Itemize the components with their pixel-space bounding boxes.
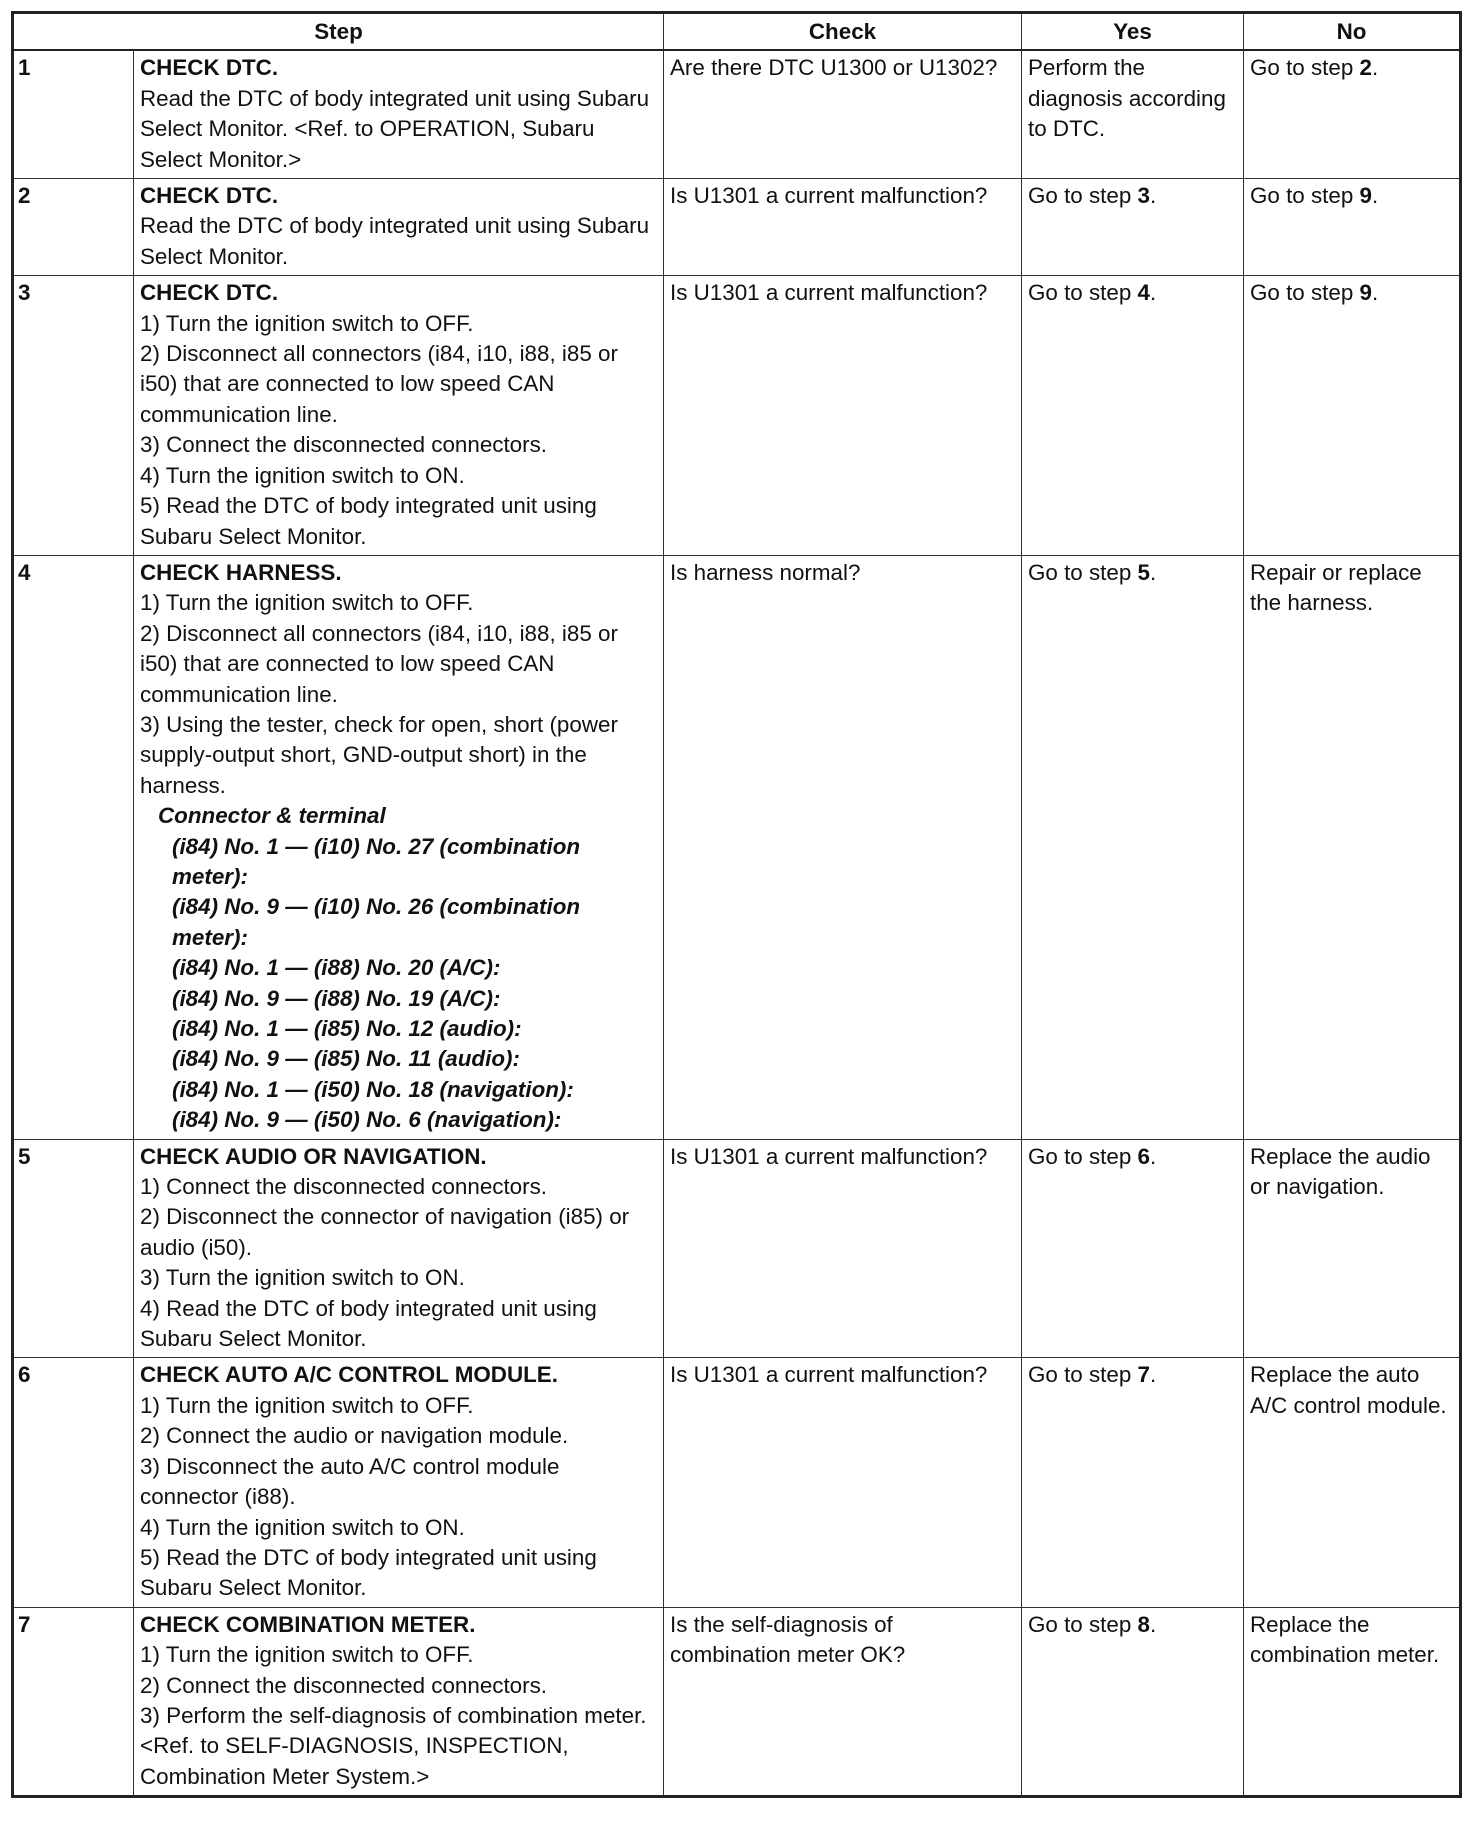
no-suffix: . — [1371, 280, 1379, 306]
step-description — [134, 1358, 664, 1607]
step-instruction: 2) Connect the disconnected connectors. — [140, 1672, 548, 1698]
step-number: 6 — [13, 1358, 134, 1607]
no-suffix: . — [1371, 55, 1379, 81]
yes-prefix: Go to step — [1028, 1143, 1138, 1169]
no-prefix: Go to step — [1250, 183, 1360, 209]
step-title: CHECK AUTO A/C CONTROL MODULE. — [140, 1362, 558, 1388]
no-prefix: Go to step — [1250, 55, 1360, 81]
step-description — [134, 276, 664, 556]
step-instruction: 3) Perform the self-diagnosis of combination meter. <Ref. to SELF-DIAGNOSIS, INSPECTION, Combination Meter System.> — [140, 1702, 647, 1789]
step-description — [134, 1139, 664, 1358]
yes-cell — [1022, 1607, 1244, 1796]
step-instruction: 3) Connect the disconnected connectors. — [140, 432, 548, 458]
no-cell: Replace the audio or navigation. — [1244, 1139, 1461, 1358]
step-instruction: 4) Turn the ignition switch to ON. — [140, 1514, 465, 1540]
yes-step-ref — [1028, 1144, 1156, 1169]
yes-step-number: 3 — [1137, 183, 1150, 209]
step-instruction: 3) Disconnect the auto A/C control module connector (i88). — [140, 1453, 560, 1510]
step-title: CHECK DTC. — [140, 55, 279, 81]
connector-terminal-pair: (i84) No. 1 — (i85) No. 12 (audio): — [172, 1016, 522, 1041]
connector-terminal-pair: (i84) No. 1 — (i50) No. 18 (navigation): — [172, 1076, 574, 1102]
yes-cell — [1022, 555, 1244, 1139]
no-cell — [1244, 179, 1461, 276]
yes-suffix: . — [1149, 183, 1157, 209]
check-cell: Is U1301 a current malfunction? — [664, 276, 1022, 556]
step-number: 5 — [13, 1139, 134, 1358]
yes-suffix: . — [1149, 559, 1157, 585]
no-step-ref — [1250, 183, 1378, 208]
yes-step-number: 8 — [1137, 1611, 1150, 1637]
step-instruction: 2) Connect the audio or navigation module. — [140, 1423, 569, 1449]
yes-suffix: . — [1149, 1611, 1157, 1637]
no-cell: Repair or replace the harness. — [1244, 555, 1461, 1139]
table-body — [13, 50, 1461, 1796]
yes-prefix: Go to step — [1028, 1362, 1138, 1388]
step-title: CHECK AUDIO OR NAVIGATION. — [140, 1143, 487, 1169]
yes-step-ref — [1028, 560, 1156, 585]
table-row — [13, 179, 1461, 276]
yes-step-ref — [1028, 1612, 1156, 1637]
yes-prefix: Go to step — [1028, 183, 1138, 209]
step-number: 7 — [13, 1607, 134, 1796]
header-check: Check — [664, 13, 1022, 51]
step-number: 3 — [13, 276, 134, 556]
step-title: CHECK DTC. — [140, 280, 279, 306]
yes-cell — [1022, 1358, 1244, 1607]
step-number: 2 — [13, 179, 134, 276]
step-instruction: 2) Disconnect all connectors (i84, i10, i88, i85 or i50) that are connected to low speed CAN communication line. — [140, 341, 618, 427]
yes-suffix: . — [1149, 1143, 1157, 1169]
yes-prefix: Go to step — [1028, 1611, 1138, 1637]
table-row — [13, 1607, 1461, 1796]
check-cell: Are there DTC U1300 or U1302? — [664, 50, 1022, 178]
diagnostic-table — [11, 11, 1462, 1798]
connector-terminal-pair: (i84) No. 9 — (i85) No. 11 (audio): — [172, 1046, 520, 1072]
yes-step-number: 4 — [1137, 280, 1150, 306]
step-description — [134, 1607, 664, 1796]
step-instruction: 1) Turn the ignition switch to OFF. — [140, 310, 474, 336]
connector-terminal-pair: (i84) No. 9 — (i88) No. 19 (A/C): — [172, 985, 501, 1011]
yes-cell — [1022, 1139, 1244, 1358]
step-instruction: 3) Turn the ignition switch to ON. — [140, 1265, 465, 1291]
step-description — [134, 555, 664, 1139]
step-instruction: 2) Disconnect all connectors (i84, i10, i88, i85 or i50) that are connected to low speed CAN communication line. — [140, 620, 618, 707]
step-instruction: 5) Read the DTC of body integrated unit using Subaru Select Monitor. — [140, 493, 597, 549]
step-instruction: Read the DTC of body integrated unit using Subaru Select Monitor. <Ref. to OPERATION, Subaru Select Monitor.> — [140, 85, 650, 172]
step-instruction: 4) Turn the ignition switch to ON. — [140, 462, 465, 488]
step-instruction: 1) Turn the ignition switch to OFF. — [140, 590, 474, 616]
step-title: CHECK COMBINATION METER. — [140, 1611, 476, 1637]
check-cell: Is U1301 a current malfunction? — [664, 1139, 1022, 1358]
no-cell — [1244, 276, 1461, 556]
yes-step-number: 7 — [1137, 1362, 1150, 1388]
check-cell: Is the self-diagnosis of combination meter OK? — [664, 1607, 1022, 1796]
step-instruction: 2) Disconnect the connector of navigation (i85) or audio (i50). — [140, 1204, 630, 1260]
step-instruction: 5) Read the DTC of body integrated unit using Subaru Select Monitor. — [140, 1544, 597, 1601]
step-instruction: Read the DTC of body integrated unit using Subaru Select Monitor. — [140, 213, 650, 269]
check-cell: Is U1301 a current malfunction? — [664, 179, 1022, 276]
table-row — [13, 50, 1461, 178]
yes-suffix: . — [1149, 280, 1157, 306]
yes-step-ref — [1028, 183, 1156, 208]
step-description — [134, 179, 664, 276]
no-step-number: 9 — [1359, 183, 1372, 209]
yes-prefix: Go to step — [1028, 559, 1138, 585]
no-cell: Replace the auto A/C control module. — [1244, 1358, 1461, 1607]
check-cell: Is U1301 a current malfunction? — [664, 1358, 1022, 1607]
step-description — [134, 50, 664, 178]
step-instruction: 1) Turn the ignition switch to OFF. — [140, 1642, 474, 1668]
connector-terminal-pair: (i84) No. 9 — (i50) No. 6 (navigation): — [172, 1107, 562, 1133]
yes-step-number: 6 — [1137, 1143, 1150, 1169]
header-step: Step — [13, 13, 664, 51]
step-instruction: 1) Connect the disconnected connectors. — [140, 1174, 548, 1200]
step-instruction: 3) Using the tester, check for open, short (power supply-output short, GND-output short) in the harness. — [140, 711, 618, 798]
table-row — [13, 1358, 1461, 1607]
yes-cell — [1022, 179, 1244, 276]
no-cell — [1244, 50, 1461, 178]
no-step-ref — [1250, 55, 1378, 80]
no-step-number: 9 — [1359, 280, 1372, 306]
no-prefix: Go to step — [1250, 280, 1360, 306]
connector-terminal-pair: (i84) No. 1 — (i10) No. 27 (combination meter): — [172, 833, 581, 889]
yes-cell — [1022, 276, 1244, 556]
no-step-number: 2 — [1359, 55, 1372, 81]
header-yes: Yes — [1022, 13, 1244, 51]
step-title: CHECK DTC. — [140, 183, 279, 209]
no-cell: Replace the combination meter. — [1244, 1607, 1461, 1796]
yes-cell: Perform the diagnosis according to DTC. — [1022, 50, 1244, 178]
header-no: No — [1244, 13, 1461, 51]
yes-prefix: Go to step — [1028, 280, 1138, 306]
yes-suffix: . — [1149, 1362, 1157, 1388]
header-row — [13, 13, 1461, 51]
table-row — [13, 555, 1461, 1139]
table-row — [13, 276, 1461, 556]
step-title: CHECK HARNESS. — [140, 559, 342, 585]
step-number: 1 — [13, 50, 134, 178]
yes-step-ref — [1028, 280, 1156, 305]
yes-step-number: 5 — [1137, 559, 1150, 585]
connector-terminal-pair: (i84) No. 9 — (i10) No. 26 (combination meter): — [172, 894, 581, 950]
connector-terminal-pair: (i84) No. 1 — (i88) No. 20 (A/C): — [172, 955, 501, 981]
connector-terminal-title: Connector & terminal — [158, 803, 386, 829]
no-step-ref — [1250, 280, 1378, 305]
check-cell: Is harness normal? — [664, 555, 1022, 1139]
step-number: 4 — [13, 555, 134, 1139]
step-instruction: 4) Read the DTC of body integrated unit using Subaru Select Monitor. — [140, 1295, 597, 1352]
no-suffix: . — [1371, 183, 1379, 209]
table-row — [13, 1139, 1461, 1358]
step-instruction: 1) Turn the ignition switch to OFF. — [140, 1392, 474, 1418]
yes-step-ref — [1028, 1362, 1156, 1387]
